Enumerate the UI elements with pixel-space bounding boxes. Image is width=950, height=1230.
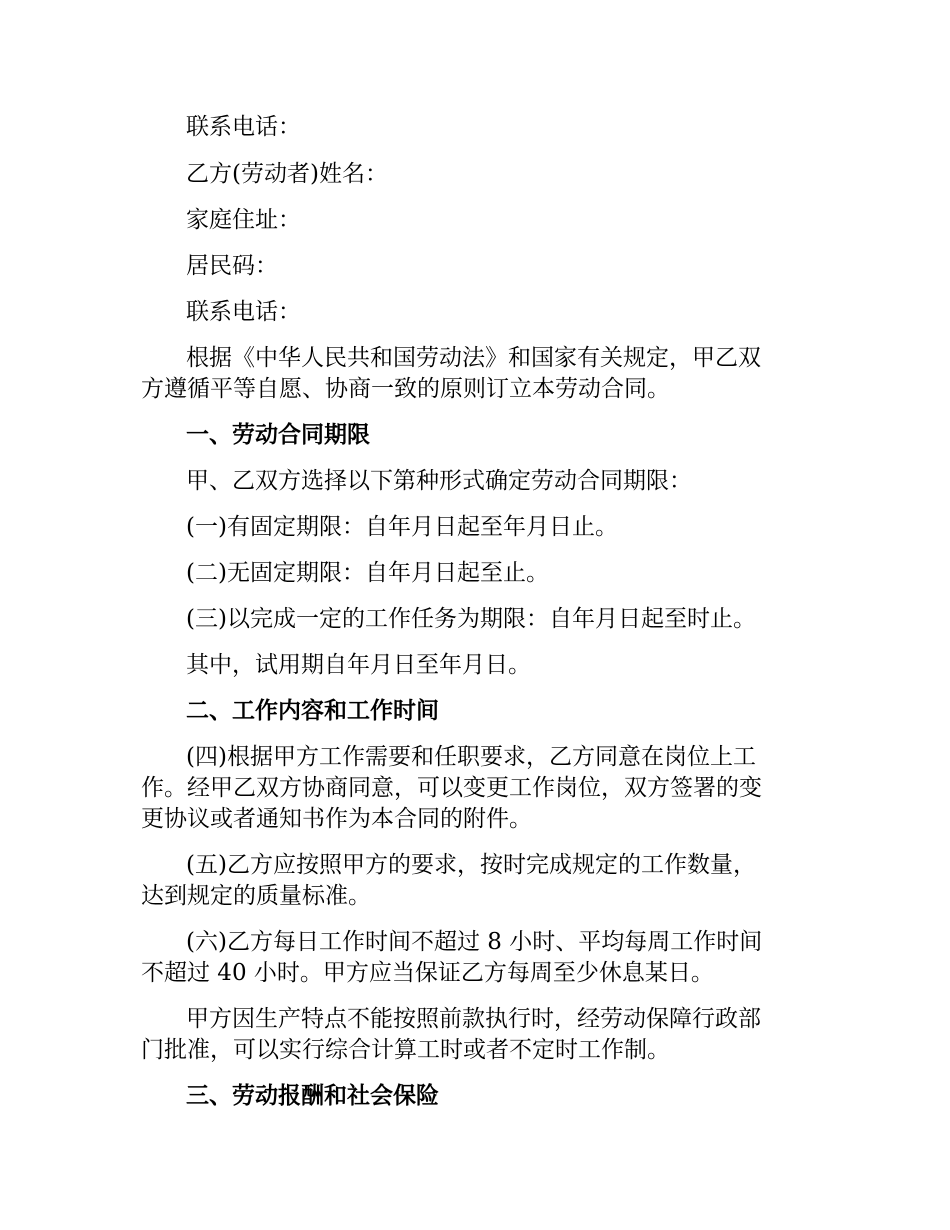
paragraph-line: (五)乙方应按照甲方的要求，按时完成规定的工作数量， xyxy=(186,852,756,878)
paragraph-line: (四)根据甲方工作需要和任职要求，乙方同意在岗位上工 xyxy=(186,744,756,770)
paragraph-line: 作。经甲乙双方协商同意，可以变更工作岗位，双方签署的变 xyxy=(141,775,762,801)
paragraph: 其中，试用期自年月日至年月日。 xyxy=(186,652,531,678)
paragraph-line: 更协议或者通知书作为本合同的附件。 xyxy=(141,806,532,832)
paragraph: (二)无固定期限：自年月日起至止。 xyxy=(186,560,549,586)
party-b-address-label: 家庭住址： xyxy=(186,207,301,233)
party-b-phone-label: 联系电话： xyxy=(186,299,301,325)
section-heading-pay: 三、劳动报酬和社会保险 xyxy=(186,1082,439,1109)
paragraph: (一)有固定期限：自年月日起至年月日止。 xyxy=(186,514,618,540)
section-heading-term: 一、劳动合同期限 xyxy=(186,421,370,448)
paragraph-line: (六)乙方每日工作时间不超过 8 小时、平均每周工作时间 xyxy=(186,929,763,955)
paragraph-line: 达到规定的质量标准。 xyxy=(141,883,371,909)
party-b-name-label: 乙方(劳动者)姓名： xyxy=(186,161,388,187)
intro-line: 根据《中华人民共和国劳动法》和国家有关规定，甲乙双 xyxy=(186,345,761,371)
party-b-id-label: 居民码： xyxy=(186,253,278,279)
intro-line: 方遵循平等自愿、协商一致的原则订立本劳动合同。 xyxy=(141,376,670,402)
paragraph-line: 门批准，可以实行综合计算工时或者不定时工作制。 xyxy=(141,1037,670,1063)
paragraph: 甲、乙双方选择以下第种形式确定劳动合同期限： xyxy=(186,468,692,494)
paragraph-line: 甲方因生产特点不能按照前款执行时，经劳动保障行政部 xyxy=(186,1006,761,1032)
paragraph: (三)以完成一定的工作任务为期限：自年月日起至时止。 xyxy=(186,606,756,632)
section-heading-work: 二、工作内容和工作时间 xyxy=(186,697,439,724)
paragraph-line: 不超过 40 小时。甲方应当保证乙方每周至少休息某日。 xyxy=(141,960,714,986)
party-a-phone-label: 联系电话： xyxy=(186,114,301,140)
